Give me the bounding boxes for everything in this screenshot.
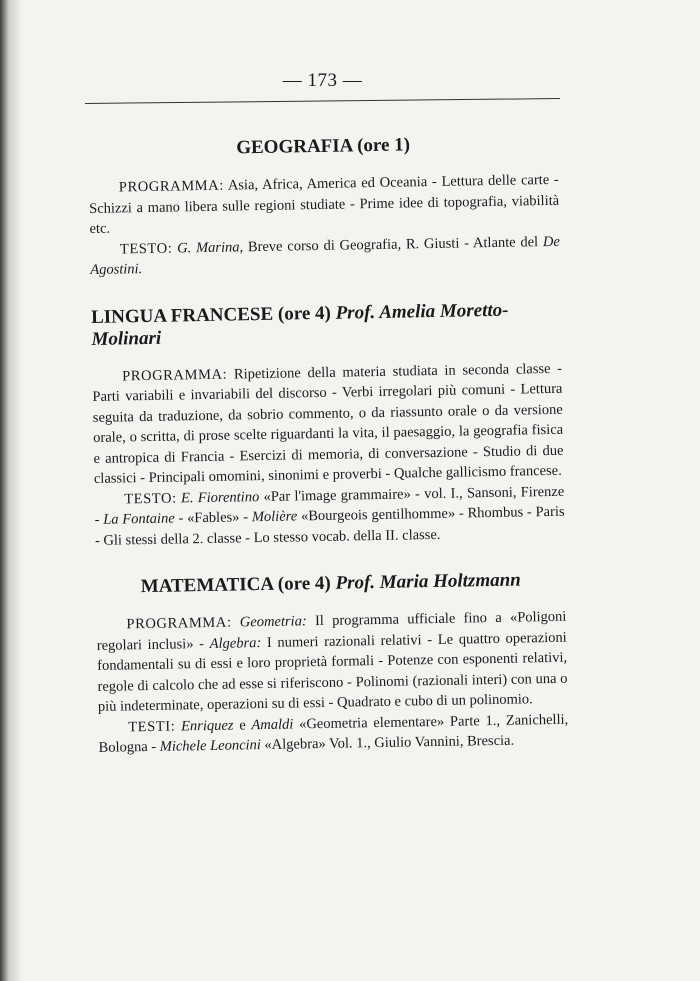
testo-paragraph [90,231,561,280]
testo-part: «Geometria elementare» Parte 1., Zanichelli, Bologna - [98,711,569,756]
testo-part: Michele Leoncini [159,737,262,755]
testo-part: - «Fables» - [174,509,253,527]
programma-label: PROGRAMMA: [121,366,228,384]
section-professor: Prof. Amelia Moretto-Molinari [91,299,509,350]
programma-part: Il programma ufficiale fino a «Poligoni regolari inclusi» - [96,608,567,654]
section-lingua-francese [91,298,565,551]
programma-part: Algebra: [209,634,262,652]
testo-label: TESTO: [124,490,177,507]
testo-part: De Agostini. [90,233,560,278]
testo-part: Amaldi [251,716,294,733]
testo-part: «Bourgeois gentilhomme» - Rhombus - Paris - Gli stessi della 2. classe - Lo stesso vocab. della II. classe. [94,503,565,549]
programma-part: Geometria: [239,613,307,631]
section-title-text: LINGUA FRANCESE (ore 4) [90,302,332,328]
programma-label: PROGRAMMA: [118,177,225,196]
programma-text: Asia, Africa, America ed Oceania - Lettura delle carte - Schizzi a mano libera sulle regioni studiate - Prime idee di topografia, viabilità etc. [89,171,560,237]
testo-part: Enriquez [180,717,234,734]
testo-label: TESTO: [119,240,173,257]
section-title-text: GEOGRAFIA (ore 1) [236,134,411,159]
section-title [88,132,558,162]
section-professor: Prof. Maria Holtzmann [335,569,521,594]
testo-label: TESTI: [128,718,176,735]
programma-label: PROGRAMMA: [126,614,232,633]
section-title-text: MATEMATICA (ore 4) [140,572,331,598]
header-rule [85,98,560,104]
programma-text: Ripetizione della materia studiata in seconda classe - Parti variabili e invariabili del discorso - Verbi irregolari più comuni - Lettura seguita da traduzione, da sobrio commento, o da riassunto orale o da versione orale, o scritta, di prose scelte riguardanti la vita, il paesaggio, la geografia fisica e antropica di Francia - Esercizi di memoria, di conversazione - Studio di due classici - Principali omomini, sinonimi e proverbi - Qualche gallicismo francese. [92,360,564,487]
testo-part: E. Fiorentino [180,488,260,506]
page-content [88,132,569,785]
testo-part: «Algebra» Vol. 1., Giulio Vannini, Brescia. [260,732,515,754]
programma-paragraph [96,607,568,718]
testo-paragraph [94,481,565,551]
programma-part: I numeri razionali relativi - Le quattro operazioni fondamentali su di essi e loro proprietà formali - Potenze con esponenti relativi, regole di calcolo che ad esse si riferiscono - Polinomi (razionali interi) con una o più indeterminate, operazioni su di essi - Quadrato e cubo di un polinomio. [97,629,568,715]
testo-paragraph [98,709,569,758]
testo-part: G. Marina [177,238,240,256]
testo-part: e [233,716,252,734]
page-edge-shadow [0,0,22,981]
testo-part: Molière [251,508,298,526]
testo-part: La Fontaine [103,510,175,528]
section-matematica [96,569,569,759]
testo-part: , Breve corso di Geografia, R. Giusti - Atlante del [239,233,544,255]
programma-paragraph [92,358,564,489]
section-title [96,569,566,599]
programma-paragraph [89,170,560,240]
section-title [91,298,562,350]
section-geografia [88,132,560,281]
page-number: — 173 — [282,70,363,91]
testo-part: «Par l'image grammaire» - vol. I., Sansoni, Firenze - [94,483,565,528]
